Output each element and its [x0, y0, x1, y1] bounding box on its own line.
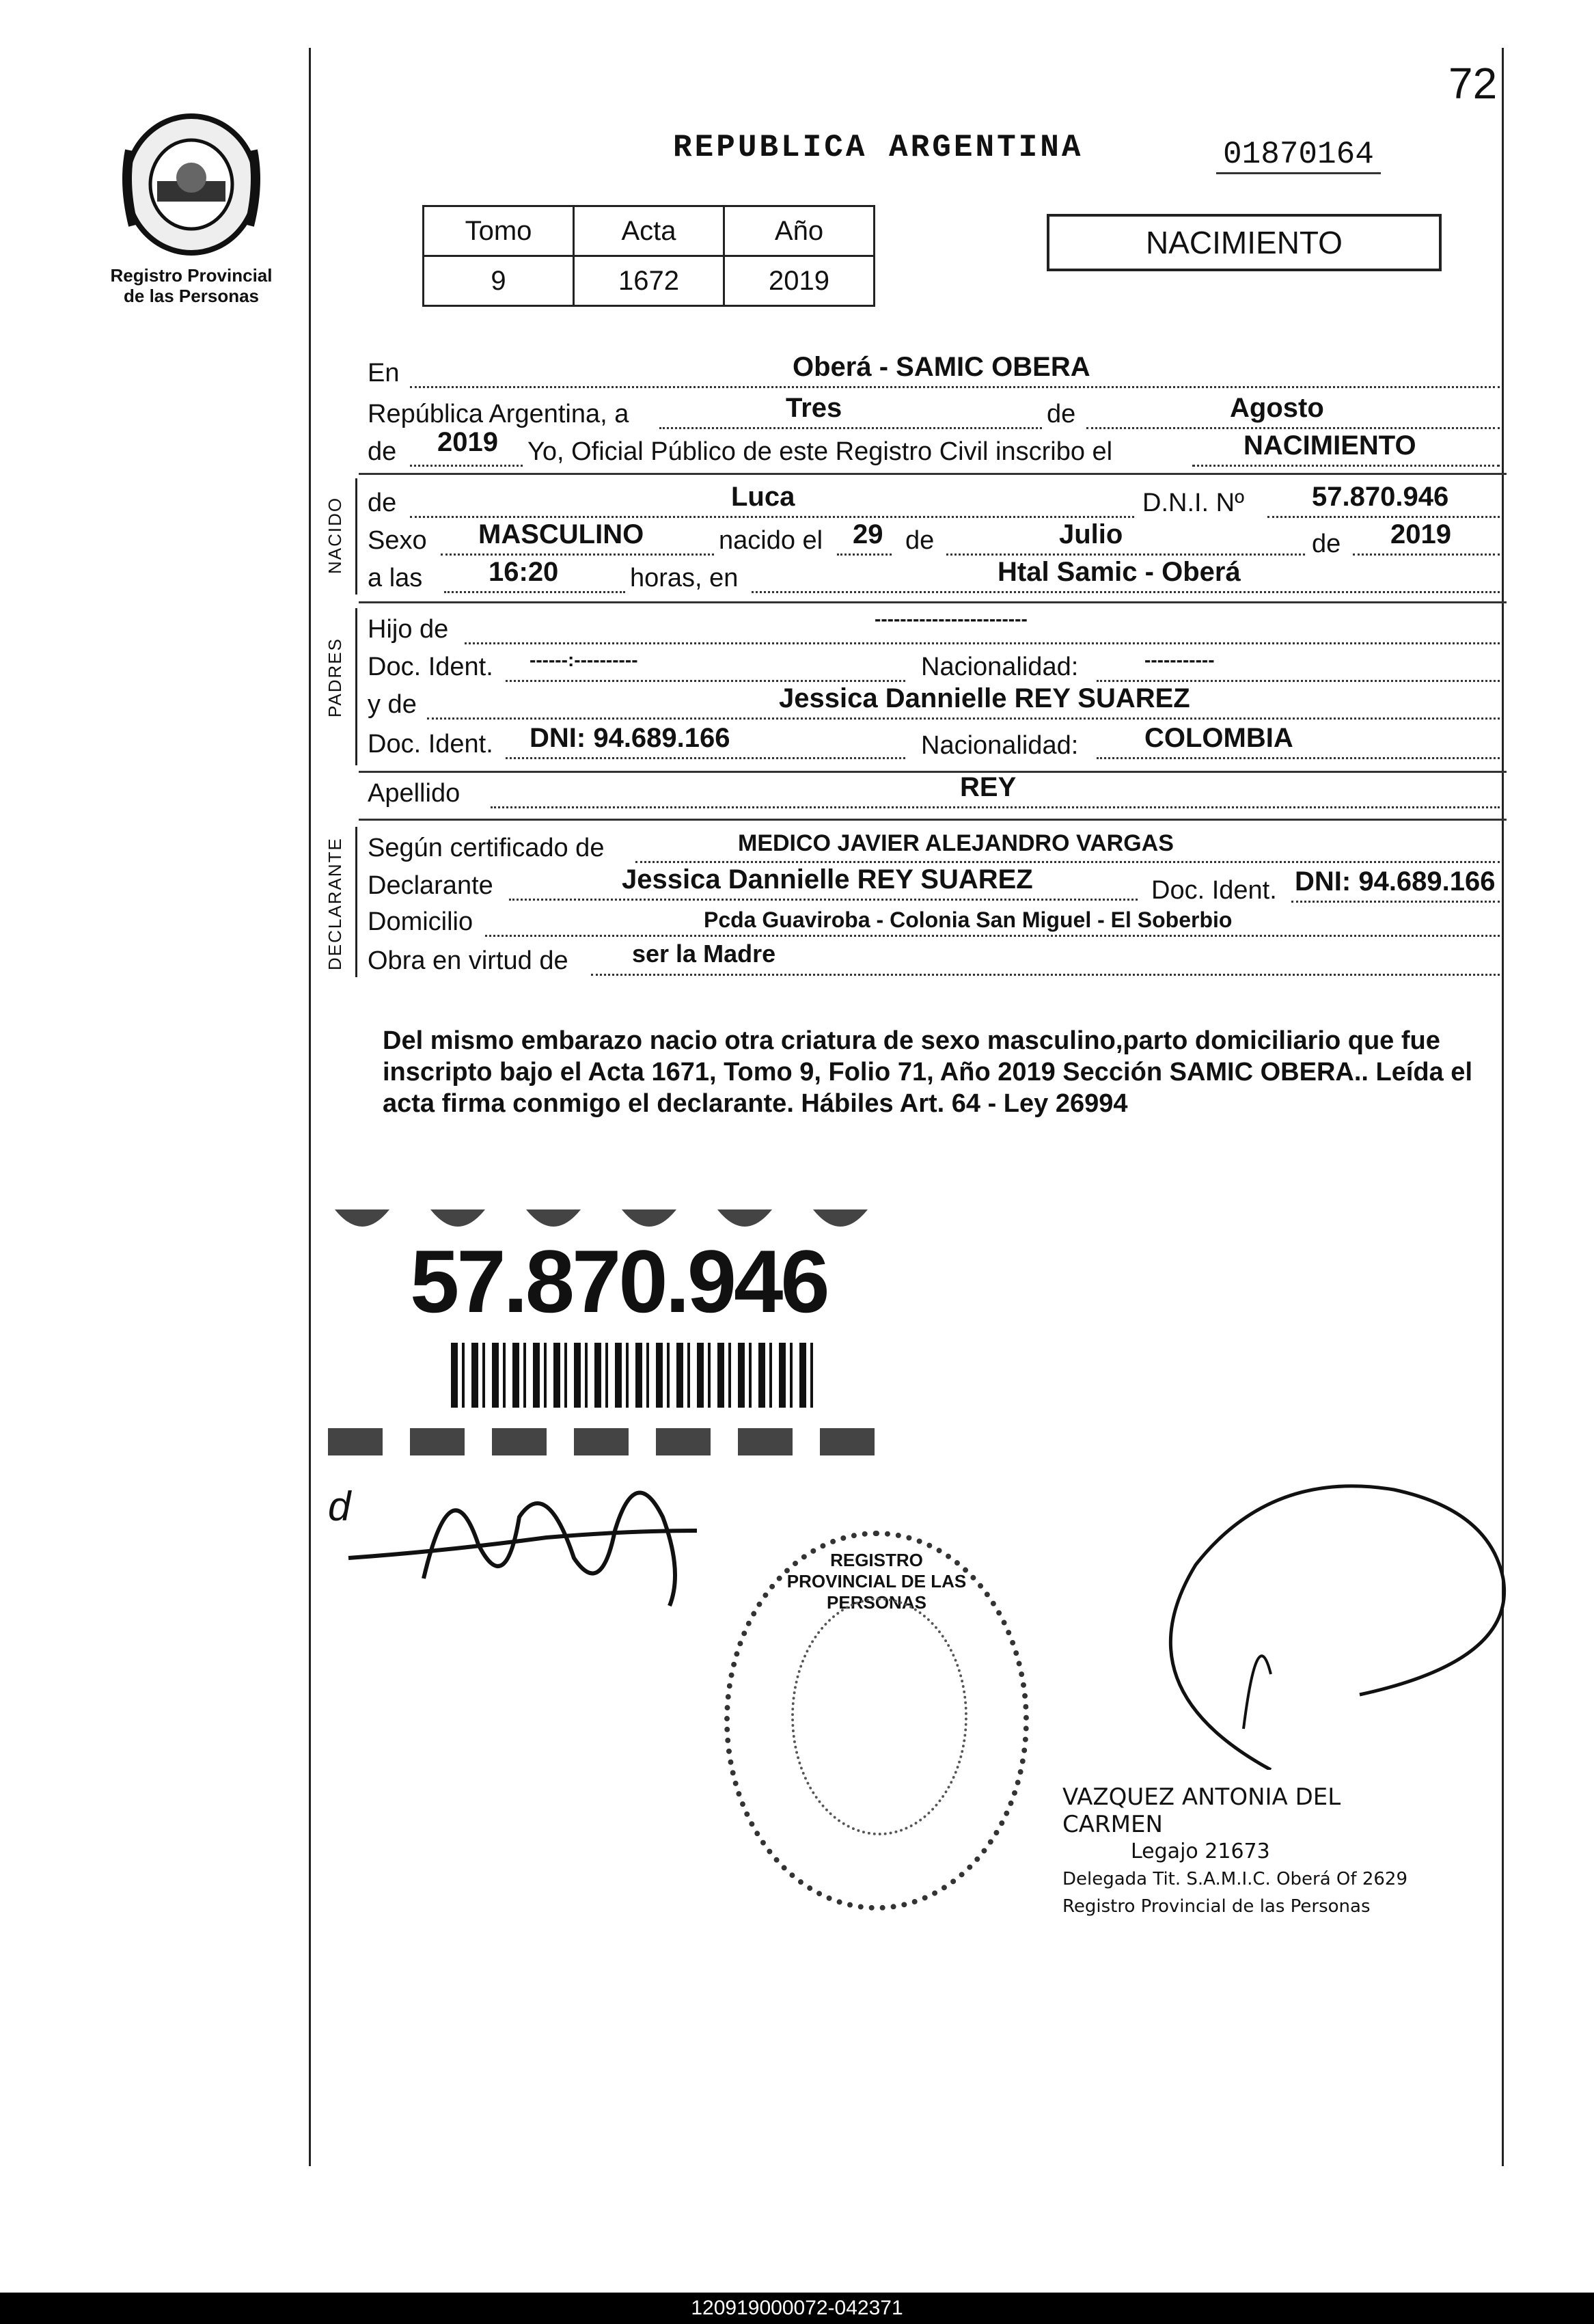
record-value: 1672 [574, 256, 724, 306]
label-apellido: Apellido [368, 779, 461, 808]
signature-mark: d [328, 1484, 351, 1529]
dotted-line [1267, 516, 1500, 518]
label-en: En [368, 359, 400, 387]
label-dni: D.N.I. Nº [1142, 489, 1244, 517]
side-label-declarante: DECLARANTE [325, 837, 345, 970]
label-nacionalidad2: Nacionalidad: [921, 731, 1079, 760]
registry-name: Registro Provincial de las Personas [110, 265, 273, 306]
dotted-line [591, 974, 1500, 976]
value-madre-nac: COLOMBIA [1144, 723, 1293, 753]
value-obra: ser la Madre [632, 940, 776, 968]
dotted-line [946, 553, 1305, 556]
value-domicilio: Pcda Guaviroba - Colonia San Miguel - El Soberbio [704, 907, 1233, 932]
sticker-number: 57.870.946 [410, 1231, 827, 1331]
value-nac-anio: 2019 [1390, 519, 1451, 549]
value-decl-doc: DNI: 94.689.166 [1295, 866, 1496, 897]
record-value: 9 [424, 256, 574, 306]
label-sexo: Sexo [368, 526, 427, 555]
value-padre-nac: ----------- [1144, 649, 1215, 670]
side-label-padres: PADRES [325, 638, 345, 717]
section-bar [355, 827, 357, 977]
section-bar [355, 608, 357, 765]
dotted-line [1353, 553, 1500, 556]
label-yde: y de [368, 690, 417, 719]
label-docident2: Doc. Ident. [368, 730, 493, 758]
seal-text: REGISTRO PROVINCIAL DE LAS PERSONAS [786, 1550, 967, 1613]
label-nacionalidad: Nacionalidad: [921, 653, 1079, 681]
label-horas: horas, en [630, 564, 739, 592]
dotted-line [410, 386, 1500, 388]
value-dia: Tres [786, 393, 842, 423]
label-docident3: Doc. Ident. [1151, 876, 1277, 905]
stamp-cargo: Delegada Tit. S.A.M.I.C. Oberá Of 2629 [1062, 1869, 1407, 1889]
value-lugar-nac: Htal Samic - Oberá [998, 557, 1241, 587]
value-dni: 57.870.946 [1312, 482, 1449, 512]
dotted-line [1086, 427, 1500, 429]
section-bar [355, 478, 357, 594]
record-header: Acta [574, 206, 724, 256]
label-declarante: Declarante [368, 871, 493, 900]
label-domicilio: Domicilio [368, 907, 473, 936]
record-table [422, 205, 875, 307]
value-hijo: ------------------------ [875, 608, 1028, 629]
country-title: REPUBLICA ARGENTINA [673, 130, 1084, 165]
section-rule [359, 819, 1507, 821]
footer-barcode-text: 120919000072-042371 [0, 2293, 1594, 2324]
value-madre-doc: DNI: 94.689.166 [530, 723, 730, 753]
dotted-line [485, 935, 1500, 937]
label-alas: a las [368, 564, 423, 592]
dotted-line [837, 553, 892, 556]
section-rule [359, 601, 1507, 603]
dotted-line [1097, 757, 1500, 759]
label-yo: Yo, Oficial Público de este Registro Civil inscribo el [527, 437, 1113, 466]
value-padre-doc: ------:---------- [530, 649, 638, 670]
dotted-line [1192, 465, 1500, 467]
document-type-box [1047, 214, 1442, 271]
official-seal [724, 1531, 1029, 1911]
value-anio: 2019 [437, 427, 498, 457]
record-header: Año [724, 206, 875, 256]
dotted-line [410, 465, 523, 467]
dni-sticker [321, 1189, 929, 1462]
label-de: de [1047, 400, 1076, 428]
value-lugar: Oberá - SAMIC OBERA [793, 352, 1090, 382]
dotted-line [491, 806, 1500, 808]
stamp-name: VAZQUEZ ANTONIA DEL CARMEN [1062, 1783, 1341, 1838]
official-stamp [1062, 1783, 1445, 1920]
label-segun: Según certificado de [368, 834, 605, 862]
province-logo [116, 109, 266, 260]
left-margin-line [309, 48, 311, 2166]
dotted-line [427, 717, 1500, 720]
dotted-line [444, 591, 625, 593]
value-hora: 16:20 [489, 557, 559, 587]
dotted-line [410, 516, 1134, 518]
label-nacido: nacido el [719, 526, 823, 555]
value-acto: NACIMIENTO [1243, 430, 1416, 461]
dotted-line [635, 861, 1500, 863]
serial-number: 01870164 [1216, 137, 1381, 174]
value-certificado: MEDICO JAVIER ALEJANDRO VARGAS [738, 830, 1174, 856]
value-madre: Jessica Dannielle REY SUAREZ [779, 683, 1190, 713]
dotted-line [659, 427, 1042, 429]
dotted-line [509, 899, 1138, 901]
official-signature [1066, 1469, 1530, 1770]
declarant-signature [342, 1435, 724, 1626]
record-header: Tomo [424, 206, 574, 256]
record-value: 2019 [724, 256, 875, 306]
label-republica: República Argentina, a [368, 400, 629, 428]
barcode [451, 1343, 820, 1408]
value-nac-mes: Julio [1059, 519, 1123, 549]
label-de2: de [368, 437, 397, 466]
value-declarante: Jessica Dannielle REY SUAREZ [622, 864, 1033, 894]
value-mes: Agosto [1230, 393, 1324, 423]
stamp-legajo: Legajo 21673 [1131, 1840, 1270, 1863]
label-docident: Doc. Ident. [368, 653, 493, 681]
dotted-line [441, 553, 714, 556]
section-rule [359, 771, 1507, 773]
value-nombre: Luca [731, 482, 795, 512]
label-de-nombre: de [368, 489, 397, 517]
dotted-line [465, 642, 1500, 644]
dotted-line [752, 591, 1500, 593]
document-type: NACIMIENTO [1146, 225, 1343, 260]
dotted-line [506, 680, 905, 682]
stamp-registro: Registro Provincial de las Personas [1062, 1896, 1371, 1917]
value-nac-dia: 29 [853, 519, 883, 549]
label-hijo: Hijo de [368, 615, 449, 644]
label-de4: de [1312, 530, 1341, 558]
value-sexo: MASCULINO [478, 519, 644, 549]
side-label-nacido: NACIDO [325, 496, 345, 574]
label-de3: de [905, 526, 935, 555]
annotation-note: Del mismo embarazo nacio otra criatura de sexo masculino,parto domiciliario que fue inscripto bajo el Acta 1671, Tomo 9, Folio 71, Año 2019 Sección SAMIC OBERA.. Leída el acta firma conmigo el declarante. Hábiles Art. 64 - Ley 26994 [383, 1026, 1472, 1118]
section-rule [359, 473, 1507, 475]
label-obra: Obra en virtud de [368, 946, 568, 975]
value-apellido: REY [960, 772, 1017, 802]
dotted-line [1291, 901, 1500, 903]
dotted-line [506, 757, 905, 759]
dotted-line [1097, 680, 1500, 682]
page-number: 72 [1448, 59, 1498, 108]
